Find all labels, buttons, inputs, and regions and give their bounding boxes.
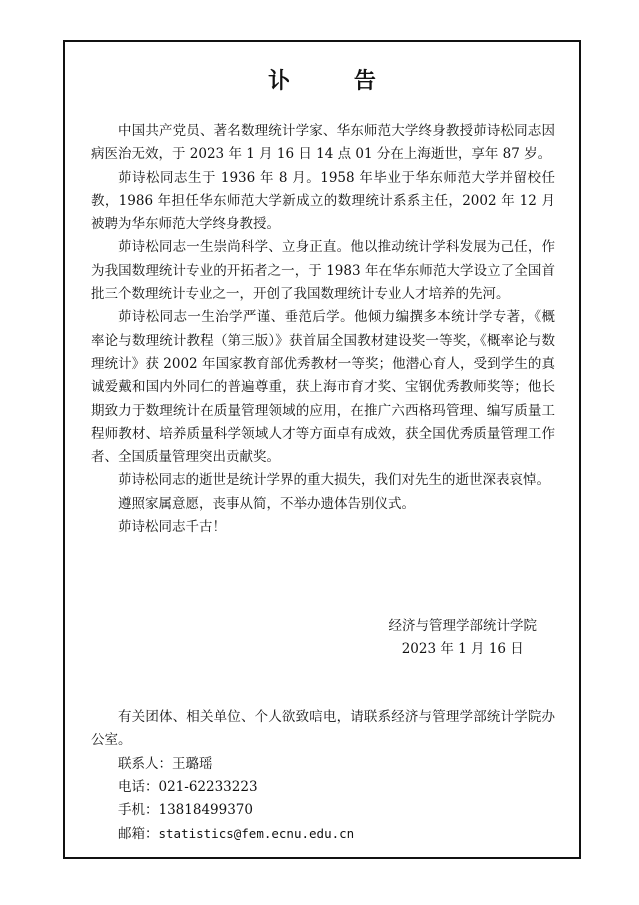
notice-frame bbox=[63, 40, 581, 859]
paragraph-contribution: 茆诗松同志一生崇尚科学、立身正直。他以推动统计学科发展为己任，作为我国数理统计专业的开拓者之一，于 1983 年在华东师范大学设立了全国首批三个数理统计专业之一，开创了我国数理统计专业人才培养的先河。 bbox=[91, 239, 555, 303]
paragraph-achievements: 茆诗松同志一生治学严谨、垂范后学。他倾力编撰多本统计学专著，《概率论与数理统计教程（第三版）》获首届全国教材建设奖一等奖，《概率论与数理统计》获 2002 年国家教育部优秀教材一等奖；他潜心育人，受到学生的真诚爱戴和国内外同仁的普遍尊重，获上海市育才奖、宝钢优秀教师奖等；他长期致力于数理统计在质量管理领域的应用，在推广六西格玛管理、编写质量工程师教材、培养质量科学领域人才等方面卓有成效，获全国优秀质量管理工作者、全国质量管理突出贡献奖。 bbox=[91, 309, 555, 466]
paragraph-biography: 茆诗松同志生于 1936 年 8 月。1958 年毕业于华东师范大学并留校任教，1986 年担任华东师范大学新成立的数理统计系系主任，2002 年 12 月被聘为华东师范大学终身教授。 bbox=[91, 169, 555, 233]
contact-intro: 有关团体、相关单位、个人欲致唁电，请联系经济与管理学部统计学院办公室。 bbox=[91, 709, 555, 749]
contact-email-row bbox=[91, 822, 555, 846]
contact-mobile: 手机：13818499370 bbox=[118, 802, 253, 819]
contact-email-label: 邮箱： bbox=[118, 826, 159, 843]
paragraph-condolence: 茆诗松同志的逝世是统计学界的重大损失，我们对先生的逝世深表哀悼。 bbox=[118, 472, 550, 489]
contact-person: 联系人：王璐瑶 bbox=[118, 755, 213, 772]
notice-body bbox=[91, 120, 555, 539]
paragraph-announcement: 中国共产党员、著名数理统计学家、华东师范大学终身教授茆诗松同志因病医治无效，于 2023 年 1 月 16 日 14 点 01 分在上海逝世，享年 87 岁。 bbox=[91, 123, 555, 163]
signature-date: 2023 年 1 月 16 日 bbox=[401, 641, 524, 657]
notice-title: 讣 告 bbox=[268, 69, 404, 94]
contact-email: statistics@fem.ecnu.edu.cn bbox=[158, 826, 355, 842]
paragraph-funeral-arrangement: 遵照家属意愿，丧事从简，不举办遗体告别仪式。 bbox=[118, 495, 415, 512]
signature-block bbox=[389, 615, 538, 661]
contact-block bbox=[91, 706, 555, 847]
paragraph-farewell: 茆诗松同志千古！ bbox=[118, 519, 226, 536]
contact-phone: 电话：021-62233223 bbox=[118, 778, 258, 795]
signature-organization: 经济与管理学部统计学院 bbox=[388, 618, 537, 634]
